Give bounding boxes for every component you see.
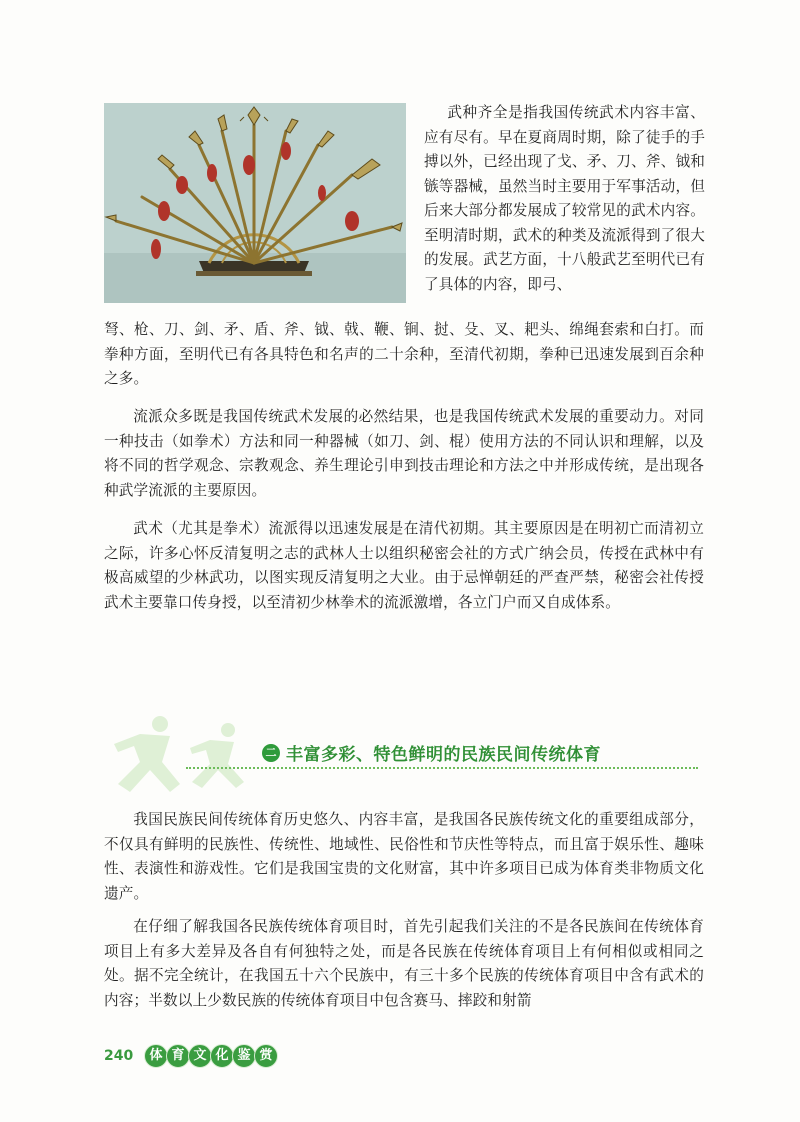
section-header [100,712,704,804]
section-number-badge: 二 [262,744,280,762]
section-divider [186,767,698,769]
paragraph-many-schools: 流派众多既是我国传统武术发展的必然结果，也是我国传统武术发展的重要动力。对同一种技击（如拳术）方法和同一种器械（如刀、剑、棍）使用方法的不同认识和理解，以及将不同的哲学观念、宗教观念、养生理论引申到技击理论和方法之中并形成传统，是出现各种武学流派的主要原因。 [104,408,704,499]
page-number: 240 [104,1048,134,1064]
book-title-char: 化 [210,1044,234,1068]
paragraph-weapon-variety-cont: 弩、枪、刀、剑、矛、盾、斧、钺、戟、鞭、锏、挝、殳、叉、耙头、绵绳套索和白打。而拳种方面，至明代已有各具特色和名声的二十余种，至清代初期，拳种已迅速发展到百余种之多。 [104,321,704,387]
paragraph-weapon-variety: 武种齐全是指我国传统武术内容丰富、应有尽有。早在夏商周时期，除了徒手的手搏以外，已经出现了戈、矛、刀、斧、钺和镞等器械，虽然当时主要用于军事活动，但后来大部分都发展成了较常见的武术内容。至明清时期，武术的种类及流派得到了很大的发展。武艺方面，十八般武艺至明代已有了具体的内容，即弓、 [424,104,705,293]
book-title-logo [144,1044,276,1068]
paragraph-folk-sports-intro: 我国民族民间传统体育历史悠久、内容丰富，是我国各民族传统文化的重要组成部分，不仅具有鲜明的民族性、传统性、地域性、民俗性和节庆性等特点，而且富于娱乐性、趣味性、表演性和游戏性。它们是我国宝贵的文化财富，其中许多项目已成为体育类非物质文化遗产。 [104,811,704,902]
book-title-char: 赏 [254,1044,278,1068]
book-title-char: 文 [188,1044,212,1068]
section-title: 丰富多彩、特色鲜明的民族民间传统体育 [286,745,601,765]
book-title-char: 体 [144,1044,168,1068]
paragraph-folk-sports-similarity: 在仔细了解我国各民族传统体育项目时，首先引起我们关注的不是各民族间在传统体育项目上有多大差异及各自有何独特之处，而是各民族在传统体育项目上有何相似或相同之处。据不完全统计，在我国五十六个民族中，有三十多个民族的传统体育项目中含有武术的内容；半数以上少数民族的传统体育项目中包含赛马、摔跤和射箭 [104,918,704,1009]
book-title-char: 育 [166,1044,190,1068]
paragraph-qing-development: 武术（尤其是拳术）流派得以迅速发展是在清代初期。其主要原因是在明初亡而清初立之际，许多心怀反清复明之志的武林人士以组织秘密会社的方式广纳会员，传授在武林中有极高威望的少林武功，以图实现反清复明之大业。由于忌惮朝廷的严查严禁，秘密会社传授武术主要靠口传身授，以至清初少林拳术的流派激增，各立门户而又自成体系。 [104,520,704,611]
book-title-char: 鉴 [232,1044,256,1068]
runner-silhouettes-icon [100,712,250,804]
weapons-fan-photo [104,103,406,303]
